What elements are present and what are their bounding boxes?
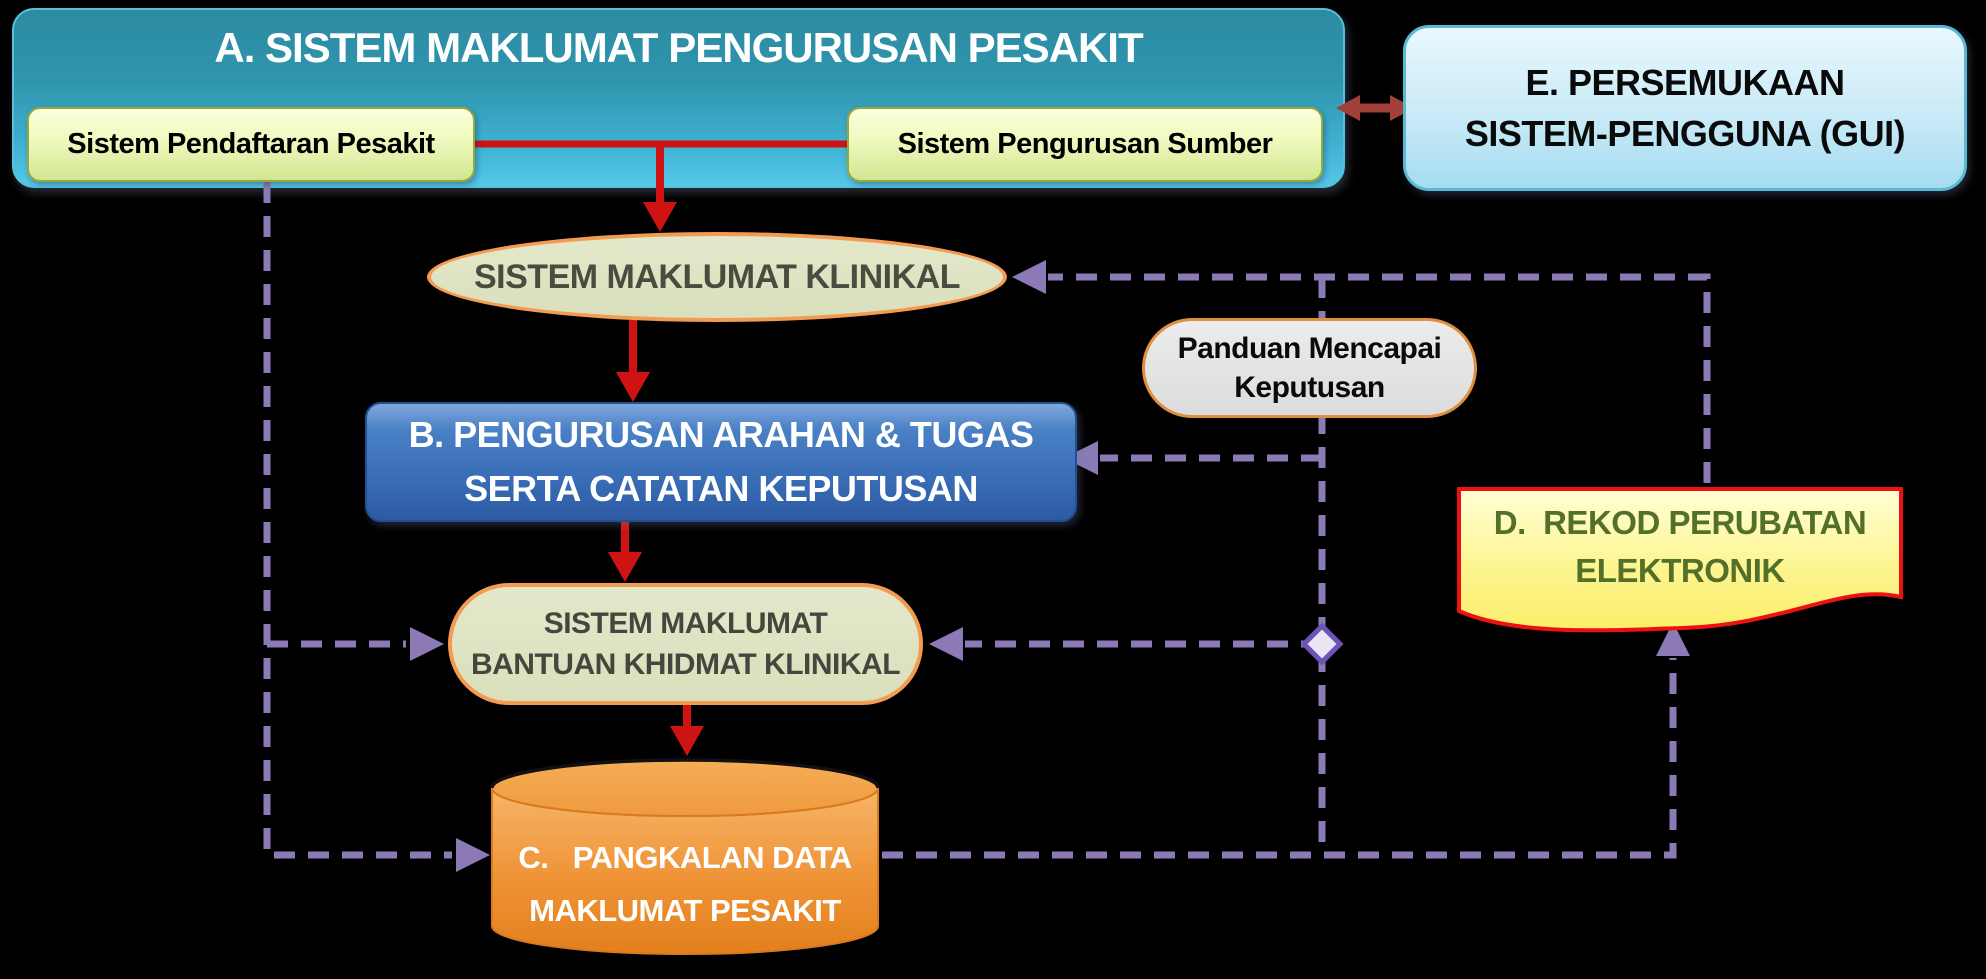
- edge-klinikal-b-arrowhead: [616, 372, 650, 402]
- node-e-line1: E. PERSEMUKAAN: [1525, 61, 1845, 103]
- edge-d-klinikal-arrowhead: [1012, 260, 1046, 294]
- edge-bantuan-c-arrowhead: [670, 726, 704, 756]
- node-c-line1: C. PANGKALAN DATA: [518, 840, 852, 876]
- node-c-line2: MAKLUMAT PESAKIT: [529, 893, 841, 928]
- edge-pendaftaran-bantuan-arrowhead: [410, 627, 444, 661]
- node-sistem-pendaftaran-pesakit-label: Sistem Pendaftaran Pesakit: [67, 128, 435, 160]
- node-bantuan-line2: BANTUAN KHIDMAT KLINIKAL: [470, 648, 901, 681]
- node-b-line1: B. PENGURUSAN ARAHAN & TUGAS: [408, 414, 1034, 455]
- node-e-persemukaan-gui: [1403, 25, 1967, 191]
- edge-c-d-line: [882, 658, 1673, 855]
- node-d-line1: D. REKOD PERUBATAN: [1493, 504, 1867, 542]
- node-b-line2: SERTA CATATAN KEPUTUSAN: [464, 468, 978, 509]
- edge-pendaftaran-c-arrowhead: [456, 838, 490, 872]
- node-sistem-pengurusan-sumber-label: Sistem Pengurusan Sumber: [897, 128, 1273, 160]
- node-e-line2: SISTEM-PENGGUNA (GUI): [1464, 113, 1906, 154]
- node-panduan-mencapai-keputusan: [1142, 318, 1477, 418]
- node-sistem-maklumat-klinikal-label: SISTEM MAKLUMAT KLINIKAL: [474, 257, 960, 296]
- edge-panduan-bantuan-arrowhead: [929, 627, 963, 661]
- junction-diamond: [1304, 626, 1340, 662]
- node-b-pengurusan-arahan-tugas: [365, 402, 1077, 522]
- node-a-title: A. SISTEM MAKLUMAT PENGURUSAN PESAKIT: [214, 24, 1143, 71]
- node-c-text: [488, 820, 882, 950]
- node-panduan-line2: Keputusan: [1234, 371, 1385, 404]
- node-sistem-pengurusan-sumber: [847, 107, 1323, 182]
- node-d-line2: ELEKTRONIK: [1575, 552, 1785, 589]
- node-d-text: [1455, 492, 1905, 602]
- node-panduan-line1: Panduan Mencapai: [1177, 332, 1442, 365]
- node-sistem-maklumat-bantuan-khidmat-klinikal: [448, 583, 923, 705]
- edge-a-e-arrowhead-left: [1336, 95, 1360, 121]
- edge-b-bantuan-arrowhead: [608, 552, 642, 582]
- node-sistem-pendaftaran-pesakit: [27, 107, 475, 182]
- node-sistem-maklumat-klinikal: [427, 232, 1007, 322]
- edge-a-klinikal-arrowhead: [643, 202, 677, 232]
- node-bantuan-line1: SISTEM MAKLUMAT: [543, 606, 828, 640]
